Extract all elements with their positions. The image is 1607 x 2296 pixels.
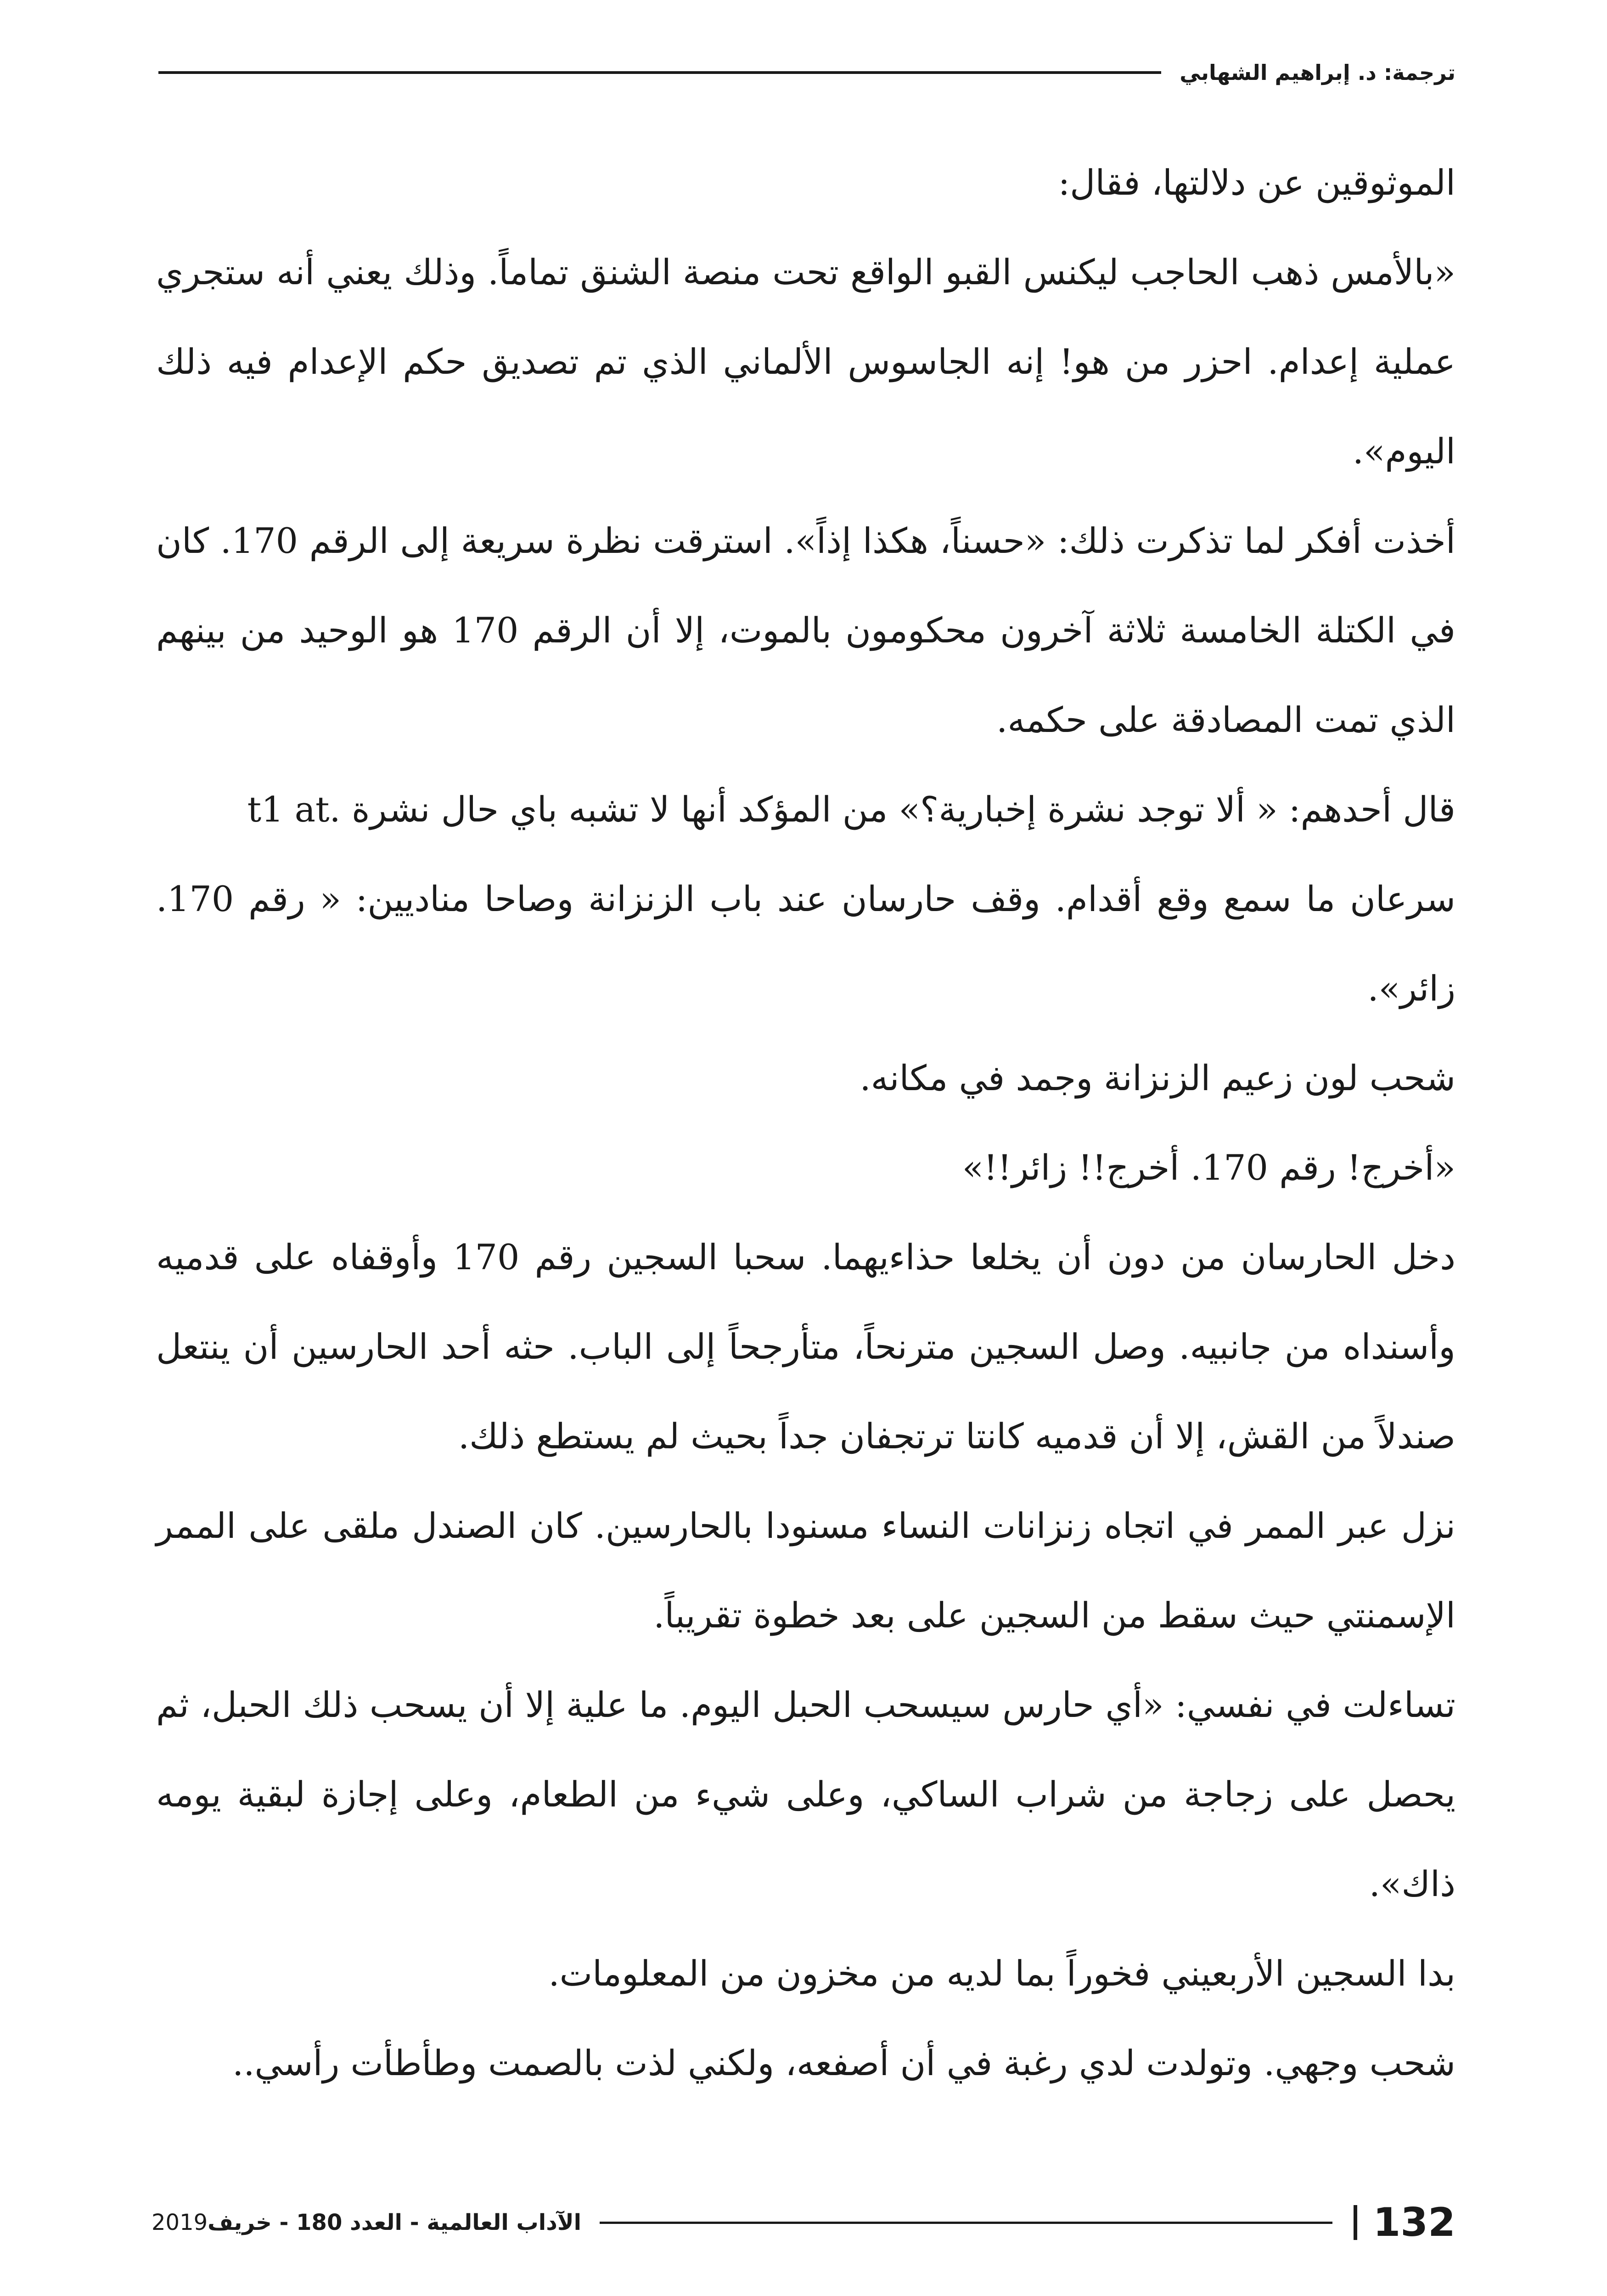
- footer-separator: [1354, 2205, 1357, 2240]
- paragraph: شحب وجهي. وتولدت لدي رغبة في أن أصفعه، ولكني لذت بالصمت وطأطأت رأسي..: [232, 2043, 1455, 2083]
- paragraph: «أخرج! رقم 170. أخرج!! زائر!!»: [962, 1147, 1455, 1188]
- journal-issue: الآداب العالمية - العدد 180 - خريف: [208, 2210, 582, 2235]
- running-header: [158, 54, 1455, 91]
- page-number: 132: [1373, 2200, 1455, 2245]
- paragraph: «بالأمس ذهب الحاجب ليكنس القبو الواقع تحت منصة الشنق تماماً. وذلك يعني أنه ستجري عملية إعدام. احزر من هو! إنه الجاسوس الألماني الذي تم تصديق حكم الإعدام فيه ذلك اليوم».: [156, 252, 1455, 472]
- footer-rule: [600, 2222, 1332, 2224]
- paragraph: شحب لون زعيم الزنزانة وجمد في مكانه.: [860, 1058, 1455, 1098]
- paragraph: دخل الحارسان من دون أن يخلعا حذاءيهما. سحبا السجين رقم 170 وأوقفاه على قدميه وأسنداه من جانبيه. وصل السجين مترنحاً، متأرجحاً إلى الباب. حثه أحد الحارسين أن ينتعل صندلاً من القش، إلا أن قدميه كانتا ترتجفان جداً بحيث لم يستطع ذلك.: [156, 1237, 1455, 1457]
- article-body: [156, 138, 1455, 2108]
- header-rule: [158, 71, 1161, 74]
- paragraph: أخذت أفكر لما تذكرت ذلك: «حسناً، هكذا إذاً». استرقت نظرة سريعة إلى الرقم 170. كان في الكتلة الخامسة ثلاثة آخرون محكومون بالموت، إلا أن الرقم 170 هو الوحيد من بينهم الذي تمت المصادقة على حكمه.: [156, 520, 1456, 740]
- paragraph: سرعان ما سمع وقع أقدام. وقف حارسان عند باب الزنزانة وصاحا مناديين: « رقم 170. زائر».: [156, 878, 1455, 1009]
- paragraph: الموثوقين عن دلالتها، فقال:: [1058, 162, 1455, 203]
- translator-credit: ترجمة: د. إبراهيم الشهابي: [1180, 60, 1455, 85]
- paragraph: تساءلت في نفسي: «أي حارس سيسحب الحبل اليوم. ما علية إلا أن يسحب ذلك الحبل، ثم يحصل على زجاجة من شراب الساكي، وعلى شيء من الطعام، وعلى إجازة لبقية يومه ذاك».: [156, 1684, 1455, 1904]
- page-footer: [152, 2200, 1455, 2245]
- issue-year: 2019: [152, 2210, 208, 2235]
- paragraph: قال أحدهم: « ألا توجد نشرة إخبارية؟» من المؤكد أنها لا تشبه باي حال نشرة .t1 at: [247, 789, 1455, 830]
- paragraph: بدا السجين الأربعيني فخوراً بما لديه من مخزون من المعلومات.: [548, 1953, 1455, 1994]
- paragraph: نزل عبر الممر في اتجاه زنزانات النساء مسنودا بالحارسين. كان الصندل ملقى على الممر الإسمنتي حيث سقط من السجين على بعد خطوة تقريباً.: [156, 1505, 1456, 1636]
